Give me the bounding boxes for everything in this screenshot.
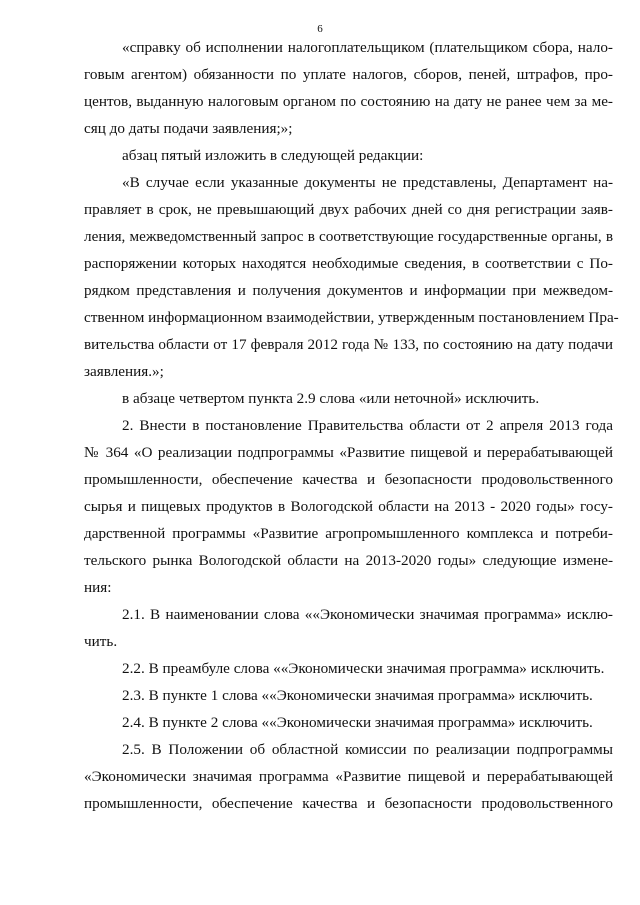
paragraph-line: ственном информационном взаимодействии, утвержденным постановлением Пра- — [84, 309, 619, 326]
paragraph-line: 2. Внести в постановление Правительства области от 2 апреля 2013 года — [122, 417, 613, 434]
paragraph-line: абзац пятый изложить в следующей редакции: — [122, 147, 424, 164]
paragraph-line: 2.4. В пункте 2 слова ««Экономически значимая программа» исключить. — [122, 714, 593, 731]
paragraph-line: распоряжении которых находятся необходимые сведения, в соответствии с По- — [84, 255, 613, 272]
paragraph-line: тельского рынка Вологодской области на 2013-2020 годы» следующие измене- — [84, 552, 613, 569]
paragraph-line: «справку об исполнении налогоплательщиком (плательщиком сбора, нало- — [122, 39, 613, 56]
paragraph-line: сяц до даты подачи заявления;»; — [84, 120, 293, 137]
paragraph-line: центов, выданную налоговым органом по состоянию на дату не ранее чем за ме- — [84, 93, 613, 110]
paragraph-line: «В случае если указанные документы не представлены, Департамент на- — [122, 174, 613, 191]
paragraph-line: чить. — [84, 633, 118, 650]
paragraph-line: № 364 «О реализации подпрограммы «Развитие пищевой и перерабатывающей — [84, 444, 613, 461]
paragraph-line: 2.2. В преамбуле слова ««Экономически значимая программа» исключить. — [122, 660, 605, 677]
paragraph-line: рядком представления и получения документов и информации при межведом- — [84, 282, 613, 299]
paragraph-line: «Экономически значимая программа «Развитие пищевой и перерабатывающей — [84, 768, 613, 785]
paragraph-line: ния: — [84, 579, 112, 596]
paragraph-line: промышленности, обеспечение качества и безопасности продовольственного — [84, 471, 613, 488]
page-number: 6 — [317, 23, 323, 35]
paragraph-line: 2.5. В Положении об областной комиссии по реализации подпрограммы — [122, 741, 613, 758]
paragraph-line: говым агентом) обязанности по уплате налогов, сборов, пеней, штрафов, про- — [84, 66, 613, 83]
paragraph-line: сырья и пищевых продуктов в Вологодской области на 2013 - 2020 годы» госу- — [84, 498, 613, 515]
paragraph-line: 2.3. В пункте 1 слова ««Экономически значимая программа» исключить. — [122, 687, 593, 704]
paragraph-line: заявления.»; — [84, 363, 164, 380]
paragraph-line: промышленности, обеспечение качества и безопасности продовольственного — [84, 795, 613, 812]
paragraph-line: в абзаце четвертом пункта 2.9 слова «или неточной» исключить. — [122, 390, 540, 407]
paragraph-line: дарственной программы «Развитие агропромышленного комплекса и потреби- — [84, 525, 613, 542]
paragraph-line: 2.1. В наименовании слова ««Экономически значимая программа» исклю- — [122, 606, 613, 623]
paragraph-line: ления, межведомственный запрос в соответствующие государственные органы, в — [84, 228, 613, 245]
paragraph-line: правляет в срок, не превышающий двух рабочих дней со дня регистрации заяв- — [84, 201, 613, 218]
paragraph-line: вительства области от 17 февраля 2012 года № 133, по состоянию на дату подачи — [84, 336, 613, 353]
